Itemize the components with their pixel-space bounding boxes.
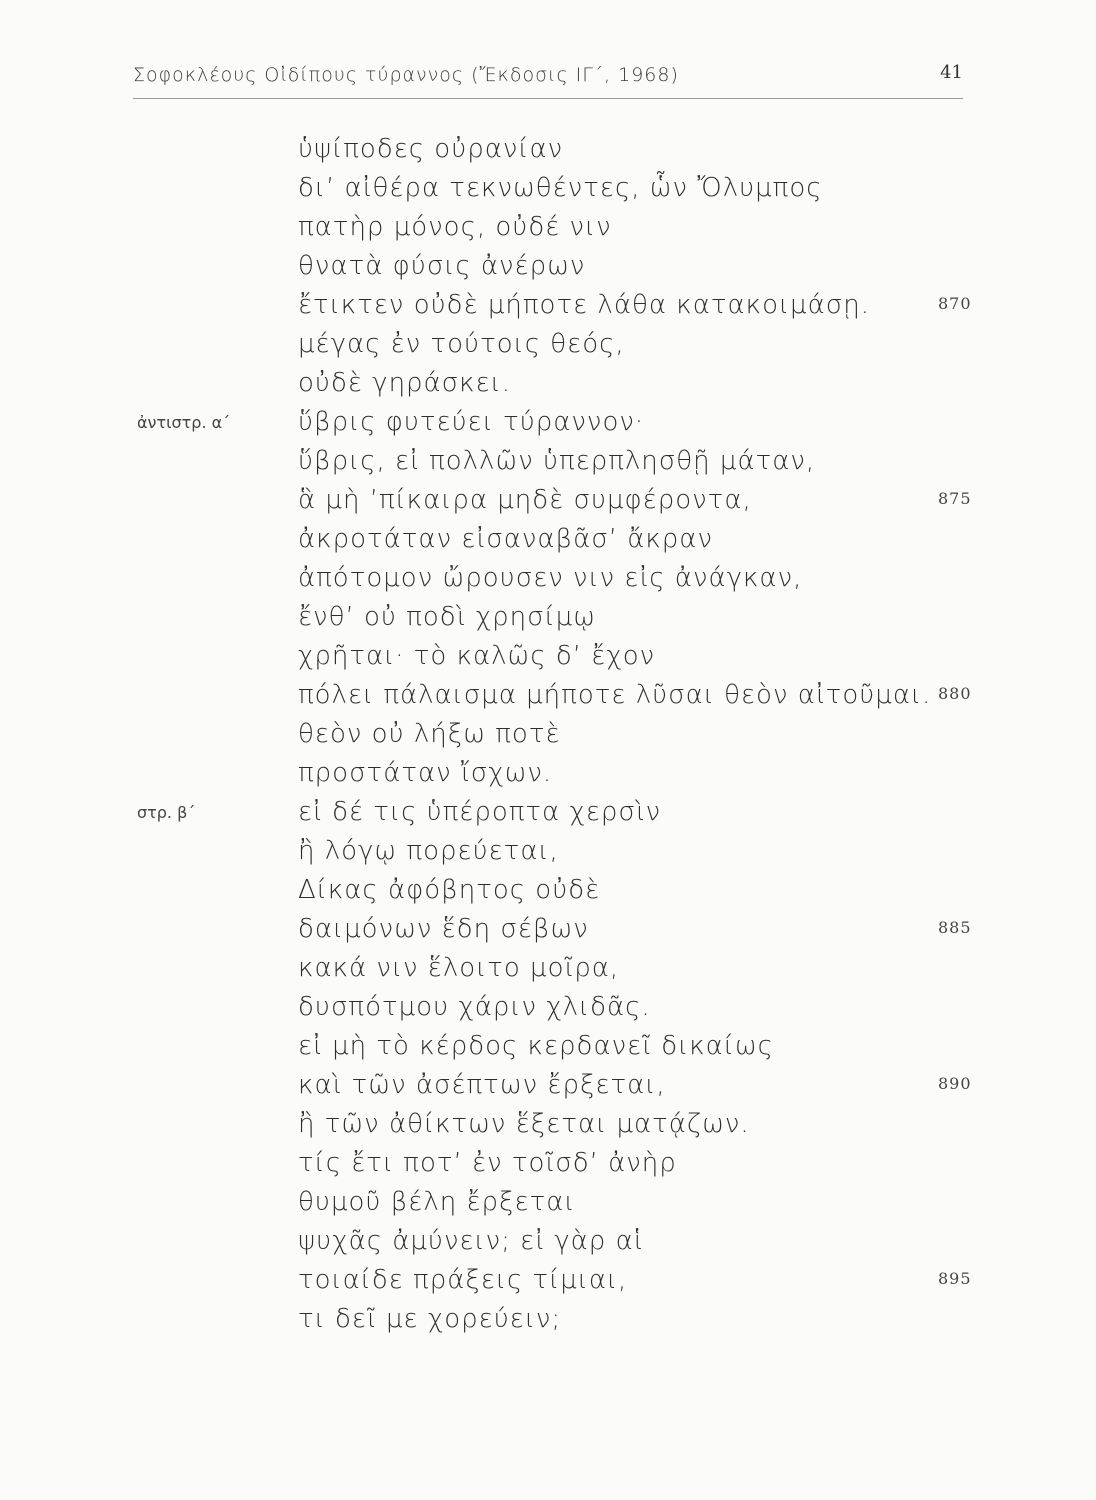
verse-line <box>0 1068 1096 1108</box>
verse-line <box>0 951 1096 991</box>
running-title: Σοφοκλέους Οἰδίπους τύραννος (Ἔκδοσις ΙΓ΄, 1968) <box>133 64 679 86</box>
verse-text: εἰ δέ τις ὑπέροπτα χερσὶν <box>298 797 662 827</box>
verse-text: πατὴρ μόνος, οὐδέ νιν <box>298 212 612 242</box>
verse-line <box>0 288 1096 328</box>
verse-line <box>0 249 1096 289</box>
verse-text: τίς ἔτι ποτ’ ἐν τοῖσδ’ ἀνὴρ <box>298 1148 677 1178</box>
verse-text: ὕβρις, εἰ πολλῶν ὑπερπλησθῇ μάταν, <box>298 446 816 476</box>
line-number: 875 <box>938 489 972 508</box>
verse-text: Δίκας ἀφόβητος οὐδὲ <box>298 875 601 905</box>
verse-text: ἀπότομον ὤρουσεν νιν εἰς ἀνάγκαν, <box>298 563 803 593</box>
verse-text: ἃ μὴ ’πίκαιρα μηδὲ συμφέροντα, <box>298 485 752 515</box>
verse-line <box>0 327 1096 367</box>
verse-line <box>0 795 1096 835</box>
verse-text: μέγας ἐν τούτοις θεός, <box>298 329 625 359</box>
verse-text: ἢ τῶν ἀθίκτων ἕξεται ματᾴζων. <box>298 1109 750 1139</box>
verse-line <box>0 1224 1096 1264</box>
verse-text: τι δεῖ με χορεύειν; <box>298 1304 562 1334</box>
strophe-label: ἀντιστρ. α΄ <box>137 413 231 432</box>
verse-text: τοιαίδε πράξεις τίμιαι, <box>298 1265 628 1295</box>
verse-line <box>0 912 1096 952</box>
verse-text: ἀκροτάταν εἰσαναβᾶσ’ ἄκραν <box>298 524 713 554</box>
verse-line <box>0 132 1096 172</box>
verse-line <box>0 756 1096 796</box>
verse-line <box>0 1146 1096 1186</box>
verse-text: δυσπότμου χάριν χλιδᾶς. <box>298 992 651 1022</box>
line-number: 870 <box>938 294 972 313</box>
verse-line <box>0 1263 1096 1303</box>
verse-line <box>0 990 1096 1030</box>
line-number: 880 <box>938 684 972 703</box>
verse-text: οὐδὲ γηράσκει. <box>298 368 511 398</box>
verse-line <box>0 1185 1096 1225</box>
verse-line <box>0 717 1096 757</box>
verse-text: ὕβρις φυτεύει τύραννον· <box>298 407 645 437</box>
verse-text: χρῆται· τὸ καλῶς δ’ ἔχον <box>298 641 656 671</box>
verse-text: ψυχᾶς ἀμύνειν; εἰ γὰρ αἱ <box>298 1226 644 1256</box>
verse-text: καὶ τῶν ἀσέπτων ἔρξεται, <box>298 1070 666 1100</box>
verse-line <box>0 834 1096 874</box>
verse-line <box>0 873 1096 913</box>
verse-text: θεὸν οὐ λήξω ποτὲ <box>298 719 561 749</box>
verse-text: κακά νιν ἕλοιτο μοῖρα, <box>298 953 620 983</box>
verse-line <box>0 210 1096 250</box>
verse-text: ἢ λόγῳ πορεύεται, <box>298 836 559 866</box>
verse-line <box>0 522 1096 562</box>
verse-text: δι’ αἰθέρα τεκνωθέντες, ὧν Ὄλυμπος <box>298 173 823 203</box>
verse-line <box>0 405 1096 445</box>
verse-line <box>0 639 1096 679</box>
verse-text: θυμοῦ βέλη ἔρξεται <box>298 1187 576 1217</box>
verse-text: προστάταν ἴσχων. <box>298 758 553 788</box>
line-number: 890 <box>938 1074 972 1093</box>
verse-line <box>0 171 1096 211</box>
verse-line <box>0 1107 1096 1147</box>
verse-line <box>0 444 1096 484</box>
verse-line <box>0 1029 1096 1069</box>
verse-text: ἔνθ’ οὐ ποδὶ χρησίμῳ <box>298 602 596 632</box>
verse-text: εἰ μὴ τὸ κέρδος κερδανεῖ δικαίως <box>298 1031 774 1061</box>
strophe-label: στρ. β΄ <box>137 803 196 822</box>
verse-text: δαιμόνων ἕδη σέβων <box>298 914 589 944</box>
verse-line <box>0 366 1096 406</box>
verse-text: ἔτικτεν οὐδὲ μήποτε λάθα κατακοιμάσῃ. <box>298 290 870 320</box>
page-number: 41 <box>940 62 963 83</box>
verse-text: θνατὰ φύσις ἀνέρων <box>298 251 586 281</box>
verse-line <box>0 600 1096 640</box>
verse-text: πόλει πάλαισμα μήποτε λῦσαι θεὸν αἰτοῦμαι. <box>298 680 932 710</box>
verse-line <box>0 1302 1096 1342</box>
line-number: 885 <box>938 918 972 937</box>
verse-line <box>0 678 1096 718</box>
verse-line <box>0 561 1096 601</box>
line-number: 895 <box>938 1269 972 1288</box>
verse-text: ὑψίποδες οὐρανίαν <box>298 134 564 164</box>
verse-line <box>0 483 1096 523</box>
